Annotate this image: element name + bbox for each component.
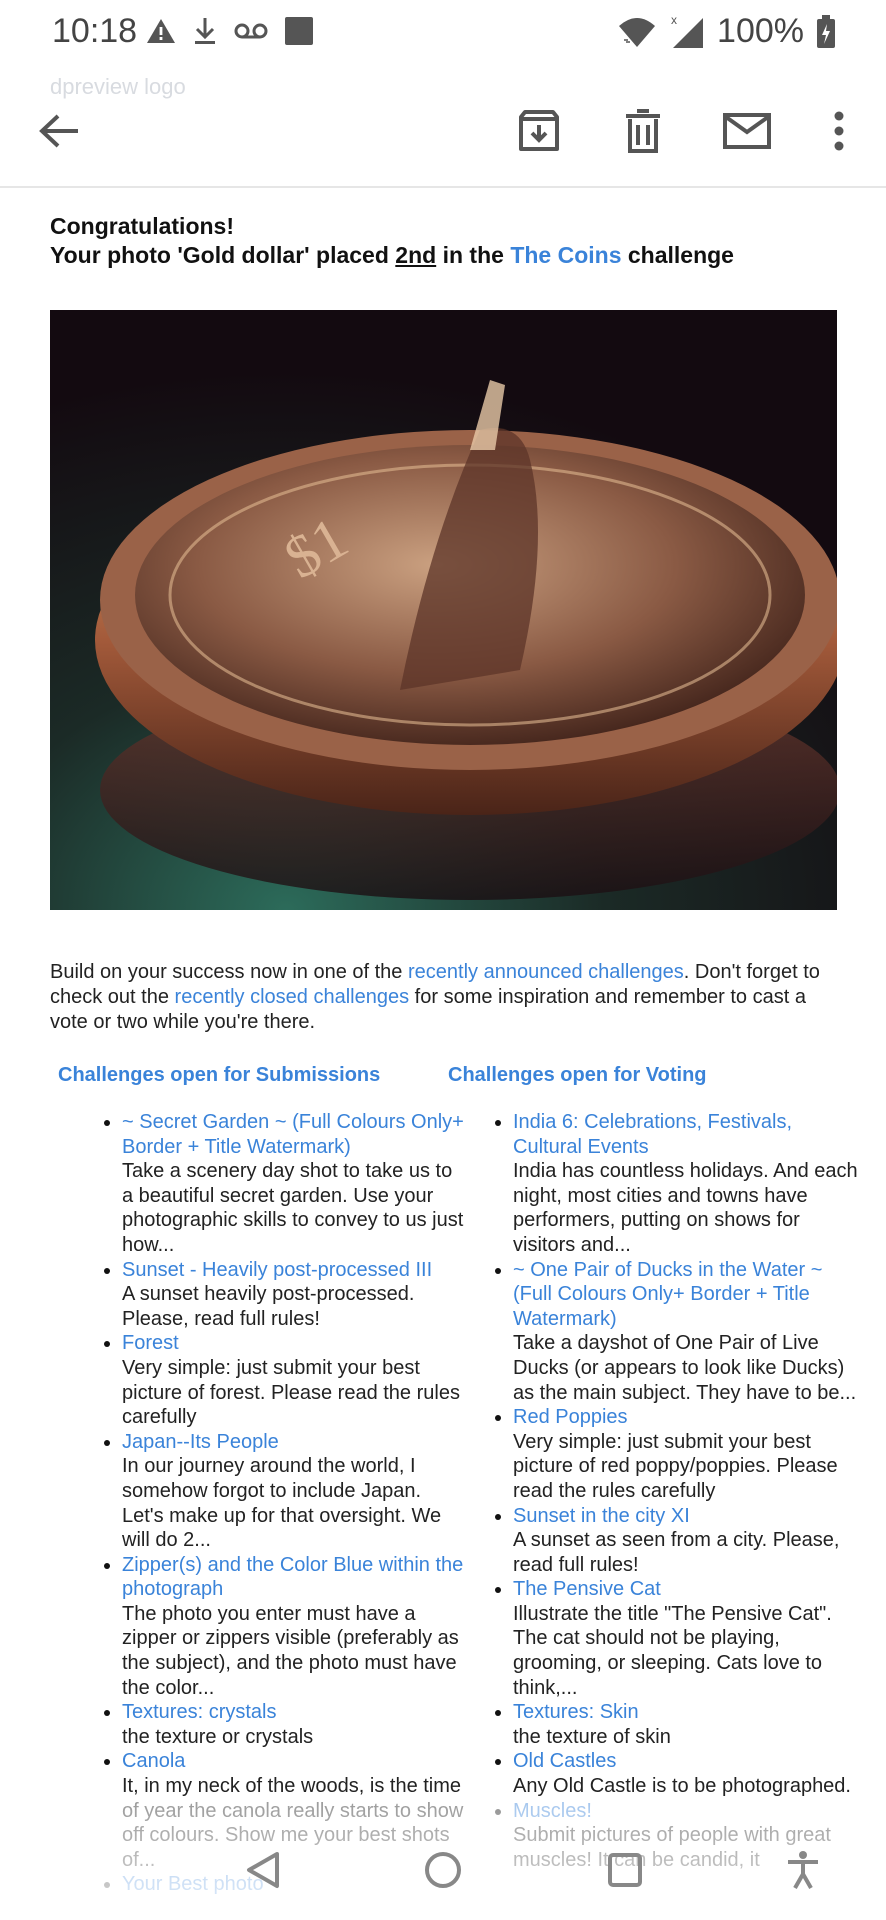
more-options-button[interactable] — [808, 100, 870, 162]
nav-home-button[interactable] — [418, 1845, 468, 1895]
challenge-link[interactable]: The Coins — [510, 242, 622, 268]
nav-recents-button[interactable] — [600, 1845, 650, 1895]
placement-line — [50, 241, 850, 270]
submission-challenge-item — [122, 1110, 467, 1258]
voting-challenge-item-description: A sunset as seen from a city. Please, read full rules! — [513, 1529, 840, 1576]
submission-challenge-item-description: Take a scenery day shot to take us to a beautiful secret garden. Use your photographic skills to convey to us just how... — [122, 1160, 464, 1256]
submission-challenge-item — [122, 1700, 467, 1749]
more-vert-icon — [833, 111, 845, 151]
submission-challenge-item-link[interactable]: • Japan--Its People — [122, 1430, 279, 1453]
voting-list — [491, 1110, 858, 1872]
voting-challenge-item-link[interactable]: • India 6: Celebrations, Festivals, Cultural Events — [513, 1111, 793, 1158]
recently-announced-link[interactable]: recently announced challenges — [408, 961, 684, 983]
placement-suffix: challenge — [621, 242, 734, 268]
square-icon — [284, 16, 314, 46]
submission-challenge-item-link[interactable]: • Zipper(s) and the Color Blue within the photograph — [122, 1553, 464, 1601]
submission-challenge-item-description: A sunset heavily post-processed. Please, read full rules! — [122, 1283, 415, 1330]
recents-square-icon — [607, 1852, 643, 1888]
warning-icon — [146, 17, 176, 45]
submission-challenge-item-link[interactable]: • Forest — [122, 1332, 179, 1355]
voting-challenge-item-link[interactable]: • Sunset in the city XI — [513, 1504, 690, 1527]
intro-text-3: for some inspiration and remember to cast a vote or two while you're there. — [50, 986, 806, 1033]
voting-challenge-item-description: India has countless holidays. And each night, most cities and towns have performers, putting on shows for visitors and... — [513, 1160, 858, 1256]
svg-text:x: x — [671, 13, 678, 27]
submission-challenge-item-link[interactable]: • Sunset - Heavily post-processed III — [122, 1258, 433, 1281]
voting-challenge-item-description: Illustrate the title "The Pensive Cat". The cat should not be playing, grooming, or sleeping. Cats love to think,... — [513, 1602, 832, 1699]
status-icons-right — [617, 12, 836, 51]
submission-challenge-item-link[interactable]: • ~ Secret Garden ~ (Full Colours Only+ Border + Title Watermark) — [122, 1111, 464, 1158]
battery-percentage: 100% — [717, 12, 804, 50]
delete-icon — [624, 109, 662, 153]
voting-challenge-item — [513, 1749, 858, 1798]
submission-challenge-item-description: Very simple: just submit your best picture of forest. Please read the rules carefully — [122, 1356, 460, 1429]
placement-rank: 2nd — [395, 242, 437, 268]
submissions-list — [100, 1110, 467, 1897]
intro-text-1: Build on your success now in one of the — [50, 961, 408, 983]
email-toolbar — [0, 76, 886, 188]
battery-charging-icon — [816, 15, 836, 49]
signal-icon — [669, 14, 705, 50]
voicemail-icon — [234, 21, 268, 41]
voting-challenge-item-link[interactable]: • Red Poppies — [513, 1406, 628, 1429]
delete-button[interactable] — [612, 100, 674, 162]
submission-challenge-item — [122, 1331, 467, 1429]
voting-challenge-item — [513, 1405, 858, 1503]
congratulations-line: Congratulations! — [50, 213, 234, 239]
back-triangle-icon — [246, 1851, 280, 1889]
submission-challenge-item-link[interactable]: • Textures: crystals — [122, 1701, 277, 1724]
submission-challenge-item-description: the texture or crystals — [122, 1725, 314, 1748]
dpreview-logo-alt: dpreview logo — [50, 74, 186, 99]
email-heading — [50, 212, 850, 270]
submission-challenge-item-description: In our journey around the world, I somehow forgot to include Japan. Let's make up for that oversight. We will do 2... — [122, 1455, 442, 1552]
voting-challenge-item — [513, 1504, 858, 1578]
submission-challenge-item-link[interactable]: • Canola — [122, 1750, 186, 1773]
voting-challenge-item-link[interactable]: • ~ One Pair of Ducks in the Water ~ (Full Colours Only+ Border + Title Watermark) — [513, 1258, 823, 1330]
home-circle-icon — [424, 1851, 462, 1889]
mail-icon — [723, 113, 771, 149]
download-icon — [192, 16, 218, 46]
submission-challenge-item — [122, 1430, 467, 1553]
submission-challenge-item — [122, 1258, 467, 1332]
back-arrow-icon — [38, 113, 80, 149]
voting-challenge-item-description: Any Old Castle is to be photographed. — [513, 1775, 851, 1798]
nav-accessibility-button[interactable] — [778, 1845, 828, 1895]
placement-prefix: Your photo 'Gold dollar' placed — [50, 242, 396, 268]
intro-text-2: . Don't forget to check out the — [50, 961, 820, 1008]
recently-closed-link[interactable]: recently closed challenges — [174, 986, 410, 1008]
status-bar — [0, 0, 886, 64]
status-icons-left — [146, 16, 314, 46]
placement-mid: in the — [436, 242, 511, 268]
svg-text:$1: $1 — [273, 504, 359, 592]
voting-challenge-item-description: Take a dayshot of One Pair of Live Ducks (or appears to look like Ducks) as the main subject. They have to be... — [513, 1332, 857, 1404]
intro-paragraph — [50, 960, 840, 1035]
submission-challenge-item-description: The photo you enter must have a zipper or zippers visible (preferably as the subject), and the photo must have the color... — [122, 1602, 459, 1699]
navigation-bar — [0, 1815, 886, 1920]
wifi-icon — [617, 16, 657, 48]
voting-challenge-item — [513, 1700, 858, 1749]
nav-back-button[interactable] — [238, 1845, 288, 1895]
voting-challenge-item — [513, 1258, 858, 1406]
archive-button[interactable] — [508, 100, 570, 162]
voting-challenge-item — [513, 1577, 858, 1700]
archive-icon — [517, 109, 561, 153]
voting-challenge-item-link[interactable]: • The Pensive Cat — [513, 1578, 661, 1601]
gold-coin-image — [50, 310, 837, 910]
submission-challenge-item — [122, 1553, 467, 1701]
back-button[interactable] — [28, 100, 90, 162]
submission-challenge-item-description: It, in my neck of the woods, is the time — [122, 1775, 462, 1798]
voting-challenge-item-description: the texture of skin — [513, 1725, 671, 1748]
accessibility-icon — [785, 1850, 821, 1890]
mark-unread-button[interactable] — [716, 100, 778, 162]
voting-challenge-item-link[interactable]: • Old Castles — [513, 1750, 617, 1773]
voting-challenge-item-description: Very simple: just submit your best picture of red poppy/poppies. Please read the rules carefully — [513, 1430, 838, 1502]
winning-photo[interactable] — [50, 310, 837, 910]
status-time: 10:18 — [52, 12, 138, 50]
submissions-column-title: Challenges open for Submissions — [58, 1064, 381, 1086]
voting-challenge-item-link[interactable]: • Textures: Skin — [513, 1701, 639, 1724]
voting-column-title: Challenges open for Voting — [448, 1064, 707, 1086]
voting-challenge-item — [513, 1110, 858, 1258]
